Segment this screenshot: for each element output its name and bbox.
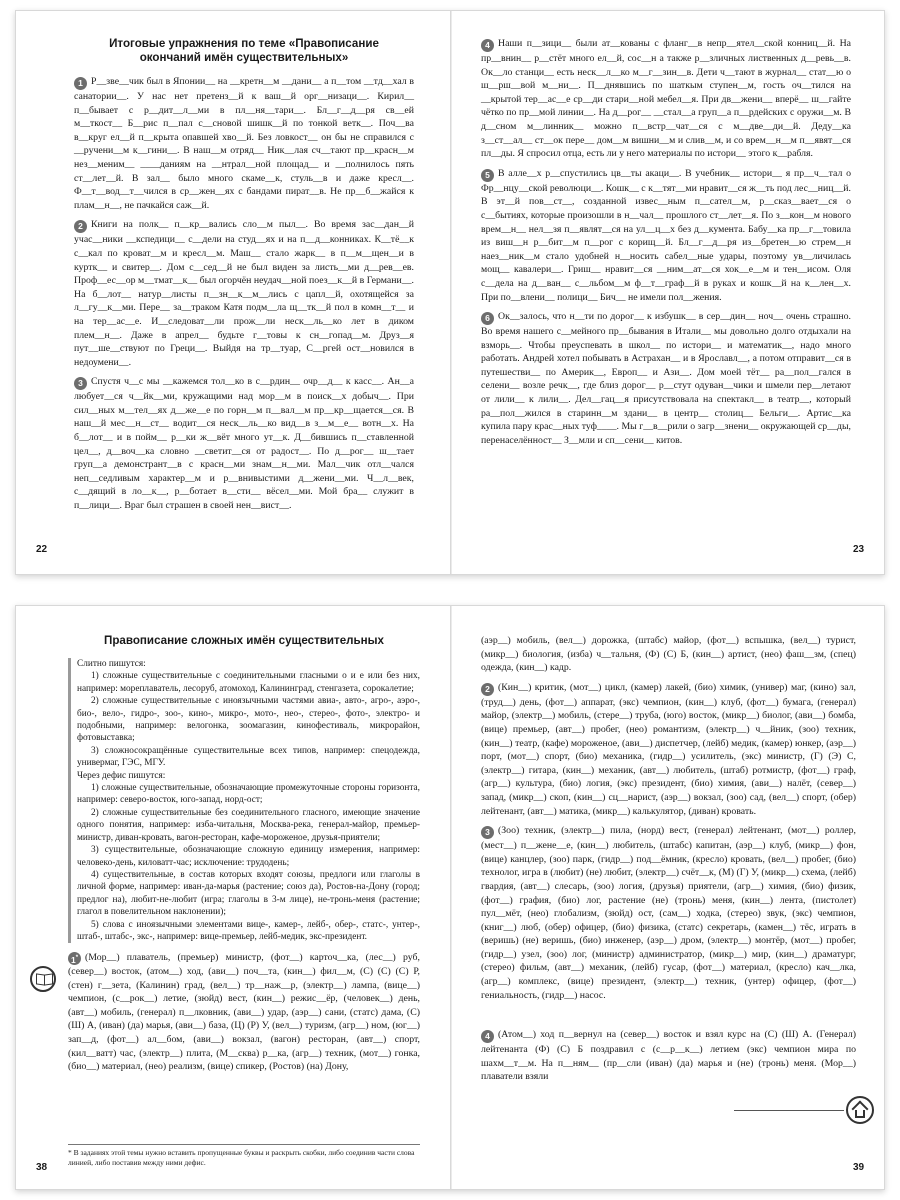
exercise-text: Р__звe__чик был в Японии__ на __кретн__м __дани__ а п__том __тд__хал в санатории__. У нас нет претенз__й к ваш__й орг__низаци__. Кирил__ п__бывает с р__дит__л__ми в пл__ня__тари__. Бл__г__д__ря св__ей м__ткост__ Б__рис п__пал с__сновой шишк__й по тонкой ветк__. Поч__ва в__круг ел__й п__крыта опавшей хво__й. Без ловкост__ он бы не справился с __ручени__м к__гини__. В наш__м отряд__ Ник__лая сч__тают пр__красн__м нез__меним__ ____даниям на __нтрал__ной площад__ и __полнилось пять ст__лет__й. В зал__ было много скаме__к, стуль__в и даже кресл__. Ф__т__вод__т__чился в ср__жен__ях с бандами пират__в. Не пр__б__жайся к плам__н__, не пачкайся саж__й.	[74, 76, 414, 211]
rule-item: 1) сложные существительные с соединительными гласными о и е или без них, например: мореплаватель, лесоруб, атомоход, Калининград, стенгазета, сорокалетие;	[77, 671, 420, 694]
top-page-spread	[15, 10, 885, 575]
page-38	[16, 606, 451, 1189]
rule-item: 2) сложные существительные без соединительного гласного, имеющие значение одного понятия, например: изба-читальня, Москва-река, генерал-майор, премьер-министр, диван-кровать, вагон-ресторан, кафе-мороженое, друзья-приятели;	[77, 807, 420, 843]
exercise-text: Наши п__зици__ были ат__кованы с фланг__в непр__ятел__ской конниц__й. На пр__внин__ р__стёт много ел__й, сос__н а также р__зличных лиственных д__ревь__в. Ок__ло станци__ есть неск__л__ко м__г__зин__в. Дети ч__тают в журнал__ стат__ю о ш__рш__вой м__ни__. П__днявшись по шаткым ступен__м, гость оч__тился на __крытой тер__ас__е ср__ди стари__ной мебел__я. При дв__жени__ вперё__ ш__гайте чётко по пр__мой линии__. На д__рог__ __стал__а груп__а п__рдейских с оружи__м. В д__сном м__линник__ можно п__встр__чат__ся с м__две__ди__й. Деду__ка з__ст__ал__ ст__ок пере__ дом__м вишни__м и слив__м, и со врем__н__м п__явят__ся пл__ды. Я спросил отца, есть ли у него материалы по истори__ этого к__рабля.	[481, 38, 851, 160]
page-22	[16, 11, 451, 574]
bottom-page-spread	[15, 605, 885, 1190]
exercise-1	[68, 951, 420, 1073]
exercise-number-badge: 4	[481, 39, 494, 52]
divider-line	[734, 1110, 844, 1111]
exercise-3	[481, 824, 856, 1002]
section-title: Правописание сложных имён существительных	[104, 634, 384, 647]
page-38-content	[68, 634, 420, 1080]
exercise-text: (Атом__) ход п__вернул на (север__) восток и взял курс на (С) (Ш) А. (Генерал) лейтенанта (Ф) (С) Б поздравил с (с__р__к__) летием (экс) чемпион мира по шахм__т__м. На п__ням__ (пр__сли (иван) (да) марья и (не) (тронь) меня. (Мор__) плаватели взяли	[481, 1029, 856, 1083]
exercise-4	[481, 37, 851, 161]
exercise-text: В алле__х р__спустились цв__ты акаци__. В учебник__ истори__ я пр__ч__тал о Фр__нцу__ской революци__. Кошк__ с к__тят__ми нравит__ся ж__ть под лес__ниц__й. В эт__й пов__ст__, созданной извес__ным п__сател__м, р__сказ__вает__ся о с__бытиях, которые произошли в н__чал__ прошлого ст__лет__я. По з__кон__м нового врем__н__ нел__зя п__являт__ся на ул__ц__х без д__кумента. Бабу__ка пр__г__товила из виш__н р__бит__м п__рог с корищ__й. Бл__г__д__ря из__бретен__ю стрем__н наез__ник__м стало удобней н__носить сабел__ные удары, поэтому ув__личилась мощ__ кавалери__. Гриш__ нравит__ся __ним__ат__ся хок__е__м и тен__исом. Оля с__дела на д__ван__ с__льбом__м ф__т__граф__й в руках и кошк__й на к__лен__х. При по__влени__ полици__ Бич__ не имели пол__жения.	[481, 167, 851, 303]
exercise-2	[74, 218, 414, 369]
section-title: Итоговые упражнения по теме «Правописание окончаний имён существительных»	[109, 37, 379, 64]
rule-item: 1) сложные существительные, обозначающие промежуточные стороны горизонта, например: северо-восток, юго-запад, норд-ост;	[77, 783, 420, 806]
exercise-3	[74, 375, 414, 512]
rule-box	[68, 658, 420, 943]
exercise-text: Книги на полк__ п__кр__вались сло__м пыл__. Во время зас__дан__й учас__ники __кспедици__ с__дели на студ__ях и на п__д__конниках. К__тё__к с__кал по кроват__м и кресл__м. Маш__ стало жарк__ в п__м__щен__и в куртк__ и свитер__. Дом с__сед__й не был виден за листь__ми д__рев__ев. Проф__ес__ор м__тмат__к__ был огорчён неудач__ной поез__к__й в Германи__. На б__лот__ натур__листы п__зн__к__м__лись с цапл__й, охотящейся за л__гу__к__ми. Пере__ за__траком Катя подм__ла щ__тк__й пол в комн__т__ и на тер__ас__е. И__следоват__ли прож__ли неск__ль__ко лет в диком плем__н__. Даже в апрел__ будьте г__товы к сн__гопад__м. Друз__я пут__ше__ствуют по Греци__. Выйдя на тр__туар, С__ргей ост__новился в недоумени__.	[74, 219, 414, 368]
rule-item: 2) сложные существительные с иноязычными частями авиа-, авто-, агро-, аэро-, био-, вело-, гидро-, зоо-, кино-, микро-, мото-, нео-, стерео-, фото-, электро- и подобными, например: велогонка, зоомагазин, кинофестиваль, микрорайон, фотовыставка;	[77, 696, 420, 744]
exercise-number-badge: 1	[74, 77, 87, 90]
home-icon[interactable]	[846, 1096, 874, 1124]
exercise-number-badge: 1*	[68, 952, 81, 965]
exercise-text: (Зоо) техник, (электр__) пила, (норд) вест, (генерал) лейтенант, (мот__) роллер, (мест__) п__жене__е, (кин__) любитель, (штабс) капитан, (аэр__) клуб, (микр__) фон, (вице) канцлер, (зоо) парк, (гидр__) под__ёмник, (кресло) кровать, (вел__) пробег, (био) технолог, игра в (любит) (не) любит, (электр__) счёт__к, (М) (Г) У, (микр__) схема, (лейб) гвардия, (авт__) слесарь, (зоо) логия, (друзья) приятели, (агр__) химия, (био) физик, (фот__) графия, (био) лог, растение (не) (тронь) меня, (кин__) лента, (пистолет) пул__мёт, (нео) глобализм, (зюйд) ост, (сам__) ходка, (стерео) звук, (экс) чемпион, (книг__) люб, (обер) офицер, (био) физика, (статс) секретарь, (камен__) тёс, играть в (веришь) (не) веришь, (био) инженер, (аэр__) дром, (электр__) монтёр, (мот__) пробег, (гидр__) узел, (зоо) лог, (министр) администратор, (микр__) мир, (кин__) драматург, (стерео) фильм, (авт__) механик, (лейб) гусар, (фот__) материал, (кресло) кач__лка, (агр__) комплекс, (вице) президент, (электр__) техник, (унтер) офицер, (фот__) гениальность, (гидр__) насос.	[481, 825, 856, 1001]
page-23	[451, 11, 885, 574]
rule-heading: Через дефис пишутся:	[77, 770, 166, 781]
exercise-text: (Мор__) плаватель, (премьер) министр, (фот__) карточ__ка, (лес__) руб, (север__) восток, (атом__) ход, (ави__) поч__та, (кин__) фил__м, (С) (С) (С) Р, (стен) г__зета, (Калинин) град, (вел__) тр__наж__р, (электр__) лампа, (вице__) чемпион, (с__рок__) летие, (зюйд) вест, (кин__) режис__ёр, (человек__) день, (авт__) мобиль, (генерал) п__лковник, (ави__) удар, (аэр__) сани, (статс) дама, (С) (Ш) А, (иван) (да) марья, (ави__) база, (Ц) (Р) У, (вел__) туризм, (агр__) ном, (юг__) зап__д, (фот__) ал__бом, (ави__) вокзал, (вагон) ресторан, (авт__) спорт, (кил__ватт) час, (электр__) плита, (М__сква) р__ка, (агр__) техник, (мот__) гонка, (био__) материал, (нео) реализм, (вице) спикер, (Ростов) (на) Дону,	[68, 952, 420, 1073]
exercise-text: Спустя ч__с мы __кажемся тол__ко в с__рдин__ очр__д__ к касс__. Ан__а любует__ся ч__йк__ми, кружащими над мор__м в поиск__х добыч__. При сил__ных м__тел__ях д__же__е по горн__м п__вал__м пр__кр__щается__ся. В наш__й мес__н__ст__ водит__ся неск__ль__ко вид__в з__м__е__ вотн__х. На б__лот__ и в пойм__ р__ки ж__вёт много ут__к. Д__бившись п__ставленной цел__, д__воч__ка словно __светит__ся от радост__. По д__рог__ ш__тает груп__а демонстрант__в с красн__ми знам__н__ми. Мал__чик отл__чался неп__седливым характер__м и р__внивыстими д__жени__ми. Ч__л__век, с__дящий в ло__к__, р__ботает в__сти__ вёсел__ми. Мой бра__ служит в п__лици__. Враг был страшен в своей нен__вист__.	[74, 376, 414, 512]
exercise-text: (Кин__) критик, (мот__) цикл, (камер) лакей, (био) химик, (универ) маг, (кино) зал, (труд__) день, (фот__) аппарат, (экс) чемпион, (кин__) клуб, (фот__) бумага, (генерал) майор, (электр__) мобиль, (стере__) труба, (юго) восток, (микр__) биолог, (ави__) бомба, (вице) премьер, (авт__) пробег, (нео) романтизм, (электр__) ч__йник, (зоо) техник, (кин__) театр, (кафе) мороженое, (ави__) диспетчер, (лейб) медик, (камер) юнкер, (аэр__) порт, (мот__) спорт, (био) механика, (гидр__) усилитель, (экс) министр, (Г) (Э) С, (электр__) гитара, (кин__) механик, (авт__) любитель, (штаб) ротмистр, (фот__) граф, (агр__) культура, (био) логия, (экс) президент, (био) химия, (ави__) налёт, (север__) запад, (микр__) скоп, (кин__) сц__нарист, (аэр__) вокзал, (зоо) сад, (вел__) спорт, (обер) лейтенант, (авт__) матика, (микр__) калькулятор, (диван) кровать.	[481, 681, 856, 817]
page-number: 23	[853, 544, 865, 555]
exercise-2	[481, 681, 856, 818]
book-badge-icon	[30, 966, 56, 992]
page-22-content	[74, 37, 414, 519]
rule-heading: Слитно пишутся:	[77, 659, 146, 669]
page-number: 22	[36, 544, 48, 555]
exercise-number-badge: 2	[74, 220, 87, 233]
exercise-number-badge: 3	[74, 377, 87, 390]
exercise-6	[481, 310, 851, 447]
footnote: * В заданиях этой темы нужно вставить пропущенные буквы и раскрыть скобки, либо соединив части слова линией, либо поставив между ними дефис.	[68, 1144, 420, 1167]
rule-item: 4) существительные, в состав которых входят союзы, предлоги или глаголы в личной форме, например: иван-да-марья (растение; союз да), Ростов-на-Дону (город; предлог на), любит-не-любит (игра; глаголы в 3-м лице), не-тронь-меня (растение; глагол в повелительном наклонении);	[77, 869, 420, 918]
exercise-1-continued: (аэр__) мобиль, (вел__) дорожка, (штабс) майор, (фот__) вспышка, (вел__) турист, (микр__) биология, (изба) ч__тальня, (Ф) (С) Б, (кин__) артист, (нео) фаш__зм, (спец) одежда, (кин__) кадр.	[481, 635, 856, 674]
rule-item: 3) существительные, обозначающие сложную единицу измерения, например: человеко-день, киловатт-час; исключение: трудодень;	[77, 845, 420, 868]
exercise-number-badge: 6	[481, 312, 494, 325]
exercise-text: Ок__залось, что н__ти по дорог__ к избушк__ в сер__дин__ ноч__ очень страшно. Во время нашего с__мейного пр__бывания в Итали__ мы довольно долго отдыхали на взморь__. Чтобы преуспевать в школ__ по истори__ и математик__, надо много работать. Андрей хотел побывать в Астрахан__ и в Ярославл__, а потом отправит__ся в путешестви__ по Америк__, Европ__ и Ази__. Дом моей тёт__ ра__пол__гался в селени__ возле речк__, где близ дорог__ р__стут одуван__чики и шмели пер__летают от лили__ к лили__. Дел__гац__я присутствовала на спектакл__ в театр__, который ра__пол__жился в старинн__м здани__ в центр__ столиц__ Бельги__. Артис__ка купила пару крас__ных туф____. Мы г__в__рили о загр__знени__ окружающей ср__ды, перенаселённост__ З__мли и сп__сени__ китов.	[481, 311, 851, 446]
rule-item: 3) сложносокращённые существительные всех типов, например: спецодежда, универмаг, ГЭС, МГУ.	[77, 745, 420, 769]
page-number: 38	[36, 1162, 48, 1173]
exercise-1	[74, 75, 414, 212]
rule-item: 5) слова с иноязычными элементами вице-, камер-, лейб-, обер-, статс-, унтер-, штаб-, штабс-, экс-, например: вице-премьер, лейб-медик, экс-президент.	[77, 919, 420, 942]
exercise-number-badge: 4	[481, 1030, 494, 1043]
page-39-content	[481, 634, 856, 1090]
exercise-number-badge: 5	[481, 169, 494, 182]
page-number: 39	[853, 1162, 865, 1173]
page-23-content	[481, 37, 851, 453]
exercise-5	[481, 167, 851, 304]
exercise-4	[481, 1028, 856, 1084]
exercise-number-badge: 3	[481, 826, 494, 839]
exercise-number-badge: 2	[481, 683, 494, 696]
page-39	[451, 606, 885, 1189]
